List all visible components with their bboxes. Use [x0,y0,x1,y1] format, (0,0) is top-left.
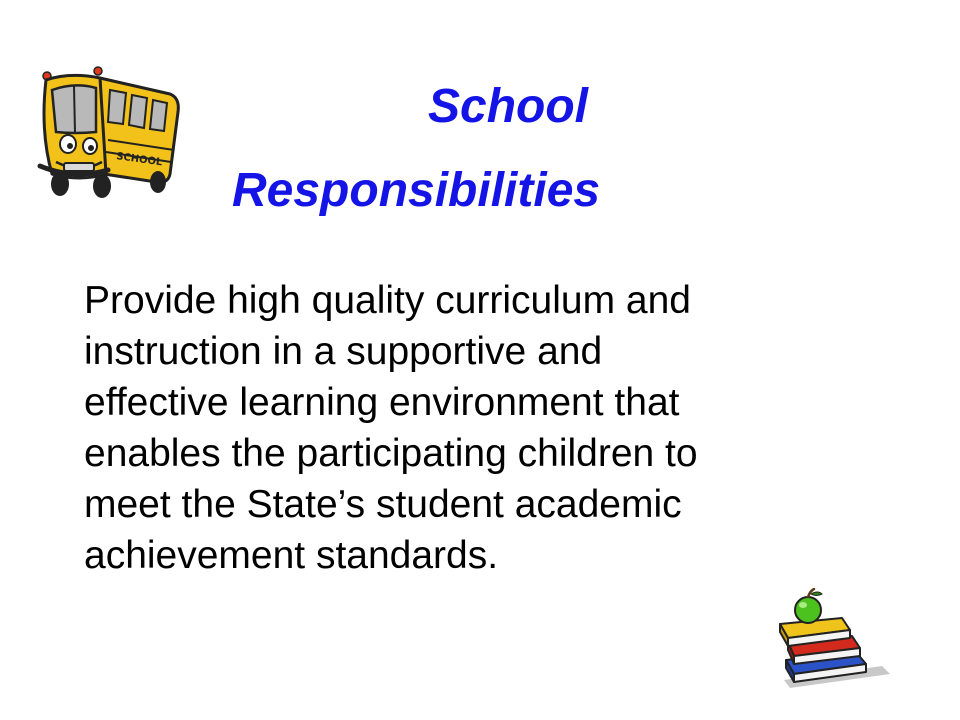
slide-title-line-1: School [428,80,589,133]
body-line-1: Provide high quality curriculum and [84,279,691,322]
bus-label: SCHOOL [115,151,163,169]
body-line-5: meet the State’s student academic [84,483,682,526]
body-line-3: effective learning environment that [84,381,680,424]
school-bus-icon [30,62,190,202]
body-line-2: instruction in a supportive and [84,330,603,373]
book-stack-with-apple-icon [770,588,892,692]
slide-title-line-2: Responsibilities [232,164,601,217]
body-line-4: enables the participating children to [84,432,698,475]
slide-body [84,275,884,581]
body-line-6: achievement standards. [84,534,499,577]
